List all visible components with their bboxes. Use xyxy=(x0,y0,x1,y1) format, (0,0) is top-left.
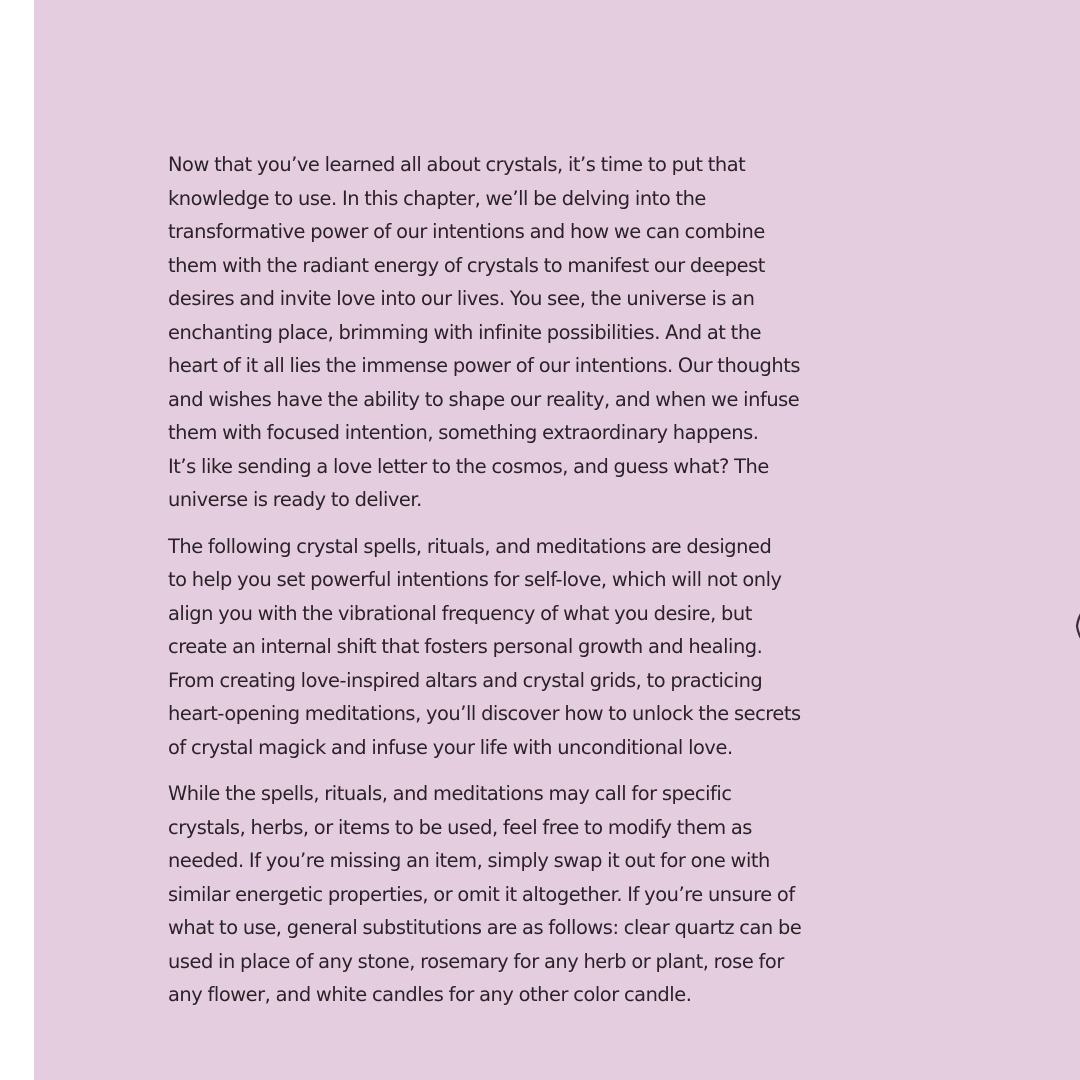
text-line: Now that you’ve learned all about crystals, it’s time to put that xyxy=(168,153,746,176)
text-line: them with focused intention, something extraordinary happens. xyxy=(168,421,759,444)
text-line: heart-opening meditations, you’ll discover how to unlock the secrets xyxy=(168,702,801,725)
paragraph-substitutions xyxy=(168,777,868,1012)
text-line: knowledge to use. In this chapter, we’ll be delving into the xyxy=(168,186,706,210)
text-line: The following crystal spells, rituals, and meditations are designed xyxy=(168,534,772,558)
text-line: and wishes have the ability to shape our reality, and when we infuse xyxy=(168,387,800,411)
paragraph-intro xyxy=(168,148,868,517)
body-text xyxy=(168,148,868,1025)
text-line: what to use, general substitutions are as follows: clear quartz can be xyxy=(168,916,802,939)
text-line: From creating love-inspired altars and crystal grids, to practicing xyxy=(168,668,763,692)
text-line: needed. If you’re missing an item, simply swap it out for one with xyxy=(168,849,770,872)
text-line: universe is ready to deliver. xyxy=(168,488,422,511)
text-line: While the spells, rituals, and meditations may call for specific xyxy=(168,782,732,805)
text-line: It’s like sending a love letter to the cosmos, and guess what? The xyxy=(168,454,769,478)
text-line: create an internal shift that fosters personal growth and healing. xyxy=(168,635,763,658)
text-line: any flower, and white candles for any other color candle. xyxy=(168,983,692,1006)
text-line: desires and invite love into our lives. You see, the universe is an xyxy=(168,287,755,310)
text-line: heart of it all lies the immense power of our intentions. Our thoughts xyxy=(168,354,801,377)
text-line: transformative power of our intentions and how we can combine xyxy=(168,220,765,243)
text-line: them with the radiant energy of crystals to manifest our deepest xyxy=(168,253,765,277)
text-line: similar energetic properties, or omit it altogether. If you’re unsure of xyxy=(168,882,795,906)
text-line: align you with the vibrational frequency of what you desire, but xyxy=(168,601,752,625)
text-line: crystals, herbs, or items to be used, feel free to modify them as xyxy=(168,815,752,839)
text-line: enchanting place, brimming with infinite possibilities. And at the xyxy=(168,320,762,344)
text-line: used in place of any stone, rosemary for any herb or plant, rose for xyxy=(168,949,784,973)
text-line: to help you set powerful intentions for self-love, which will not only xyxy=(168,568,782,591)
text-line: of crystal magick and infuse your life with unconditional love. xyxy=(168,735,733,759)
crystal-outline-icon xyxy=(1074,604,1080,648)
book-page xyxy=(34,0,1080,1080)
paragraph-spells xyxy=(168,530,868,765)
